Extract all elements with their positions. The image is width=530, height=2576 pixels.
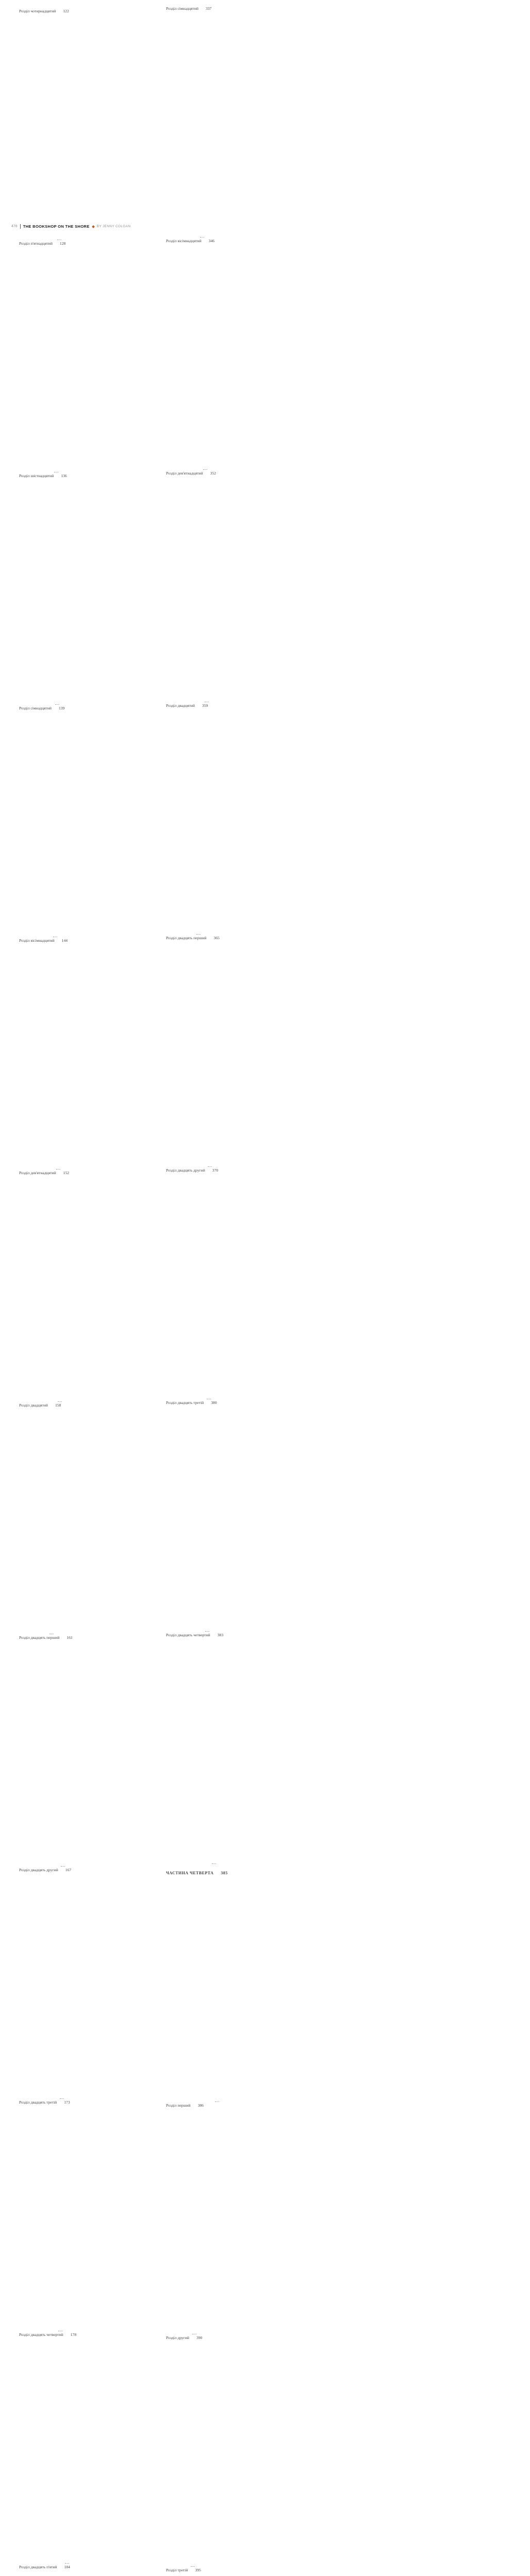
- footer-divider: [20, 224, 21, 229]
- toc-entry: [166, 239, 298, 471]
- toc-entry-label: Розділ двадцять другий: [19, 1868, 58, 1872]
- toc-entry-label: Розділ дев'ятнадцятий: [19, 1171, 56, 1175]
- toc-entry-label: Розділ двадцять перший: [19, 1635, 60, 1640]
- toc-section-page: 385: [221, 1871, 530, 2103]
- toc-entry: [166, 1400, 298, 1633]
- toc-entry: [19, 706, 150, 938]
- toc-entry-page: 337: [206, 6, 515, 239]
- book-byline: BY JENNY COLGAN: [96, 225, 131, 228]
- toc-entry: [166, 703, 298, 936]
- dot-leader: [205, 1631, 209, 1632]
- toc-entry: [166, 471, 298, 703]
- toc-entry-page: 352: [210, 471, 520, 703]
- toc-entry-page: 122: [63, 9, 372, 241]
- toc-entry-label: Розділ двадцятий: [166, 703, 195, 708]
- toc-entry-page: 390: [196, 2335, 506, 2568]
- toc-entry: [166, 6, 298, 239]
- toc-entry: [19, 9, 150, 241]
- dot-leader: [65, 2563, 69, 2564]
- toc-entry-page: 139: [59, 706, 368, 938]
- dot-leader: [191, 2566, 195, 2567]
- toc-entry: [19, 473, 150, 706]
- toc-entry-label: Розділ двадцятий: [19, 1403, 48, 1408]
- toc-entry: [166, 1168, 298, 1400]
- toc-entry-label: Розділ шістнадцятий: [19, 473, 54, 478]
- toc-entry-page: 152: [63, 1171, 373, 1403]
- toc-entry-label: Розділ сімнадцятий: [19, 706, 52, 710]
- toc-entry-page: 365: [213, 936, 523, 1168]
- toc-entry-label: Розділ сімнадцятий: [166, 6, 198, 11]
- toc-entry-label: Розділ двадцять перший: [166, 936, 207, 940]
- toc-entry-label: Розділ чотирнадцятий: [19, 9, 56, 13]
- toc-entry: [166, 2103, 298, 2335]
- page-footer: [11, 224, 130, 229]
- toc-entry-page: 167: [65, 1868, 375, 2100]
- toc-entry-page: 128: [60, 241, 369, 473]
- toc-entry: [166, 1633, 298, 1865]
- toc-entry-label: Розділ двадцять третій: [166, 1400, 204, 1405]
- toc-entry-label: Розділ перший: [166, 2103, 191, 2108]
- toc-entry-label: Розділ другий: [166, 2335, 189, 2340]
- toc-entry: [19, 2100, 150, 2332]
- toc-entry: [166, 936, 298, 1168]
- toc-entry-label: Розділ двадцять третій: [19, 2100, 57, 2105]
- toc-entry-page: 395: [195, 2568, 504, 2576]
- toc-entry: [19, 2565, 150, 2576]
- toc-entry-label: Розділ дев'ятнадцятий: [166, 471, 203, 476]
- toc-entry-page: 184: [64, 2565, 374, 2576]
- toc-entry: [166, 2335, 298, 2568]
- toc-entry-label: Розділ двадцять п'ятий: [19, 2565, 57, 2569]
- dot-leader: [56, 1169, 60, 1170]
- toc-entry: [19, 2332, 150, 2565]
- toc-entry-page: 380: [211, 1400, 520, 1633]
- toc-block: [166, 1871, 298, 2576]
- dot-leader: [61, 1866, 65, 1867]
- fleuron-icon: [92, 225, 95, 228]
- dot-leader: [208, 1166, 212, 1167]
- toc-entry-label: Розділ двадцять другий: [166, 1168, 205, 1173]
- toc-column-right: [166, 6, 298, 2576]
- toc-entry-page: 144: [62, 938, 371, 1171]
- toc-entry: [19, 1635, 150, 1868]
- toc-section-label: ЧАСТИНА ЧЕТВЕРТА: [166, 1871, 214, 1875]
- toc-entry-label: Розділ п'ятнадцятий: [19, 241, 53, 246]
- toc-block: [19, 9, 150, 2576]
- folio-page-number: 478: [11, 225, 18, 228]
- toc-entry: [19, 1868, 150, 2100]
- toc-entry-page: 370: [212, 1168, 522, 1400]
- toc-entry-page: 158: [55, 1403, 365, 1635]
- dot-leader: [196, 934, 201, 935]
- toc-entry-page: 178: [71, 2332, 380, 2565]
- dot-leader: [203, 469, 207, 470]
- toc-entry: [166, 2568, 298, 2576]
- toc-entry-label: Розділ двадцять четвертий: [19, 2332, 63, 2337]
- toc-entry-page: 173: [64, 2100, 373, 2332]
- book-title: THE BOOKSHOP ON THE SHORE: [23, 224, 90, 229]
- toc-entry-page: 161: [67, 1635, 376, 1868]
- toc-entry: [19, 241, 150, 473]
- toc-column-left: [19, 9, 150, 2576]
- toc-entry-label: Розділ третій: [166, 2568, 188, 2572]
- toc-entry-page: 346: [209, 239, 518, 471]
- toc-entry-label: Розділ двадцять четвертий: [166, 1633, 210, 1637]
- toc-entry-label: Розділ вісімнадцятий: [166, 239, 202, 243]
- toc-entry-label: Розділ вісімнадцятий: [19, 938, 55, 943]
- dot-leader: [60, 2098, 64, 2099]
- toc-block: [166, 6, 298, 1865]
- dot-leader: [212, 1863, 216, 1864]
- toc-entry: [19, 1171, 150, 1403]
- dot-leader: [200, 237, 204, 238]
- dot-leader: [55, 704, 59, 705]
- toc-entry-page: 359: [202, 703, 511, 936]
- dot-leader: [58, 1401, 62, 1402]
- toc-section-heading: [166, 1871, 298, 2103]
- toc-entry-page: 383: [218, 1633, 527, 1865]
- toc-entry-page: 136: [61, 473, 370, 706]
- toc-entry: [19, 938, 150, 1171]
- toc-entry-page: 386: [198, 2103, 507, 2335]
- toc-entry: [19, 1403, 150, 1635]
